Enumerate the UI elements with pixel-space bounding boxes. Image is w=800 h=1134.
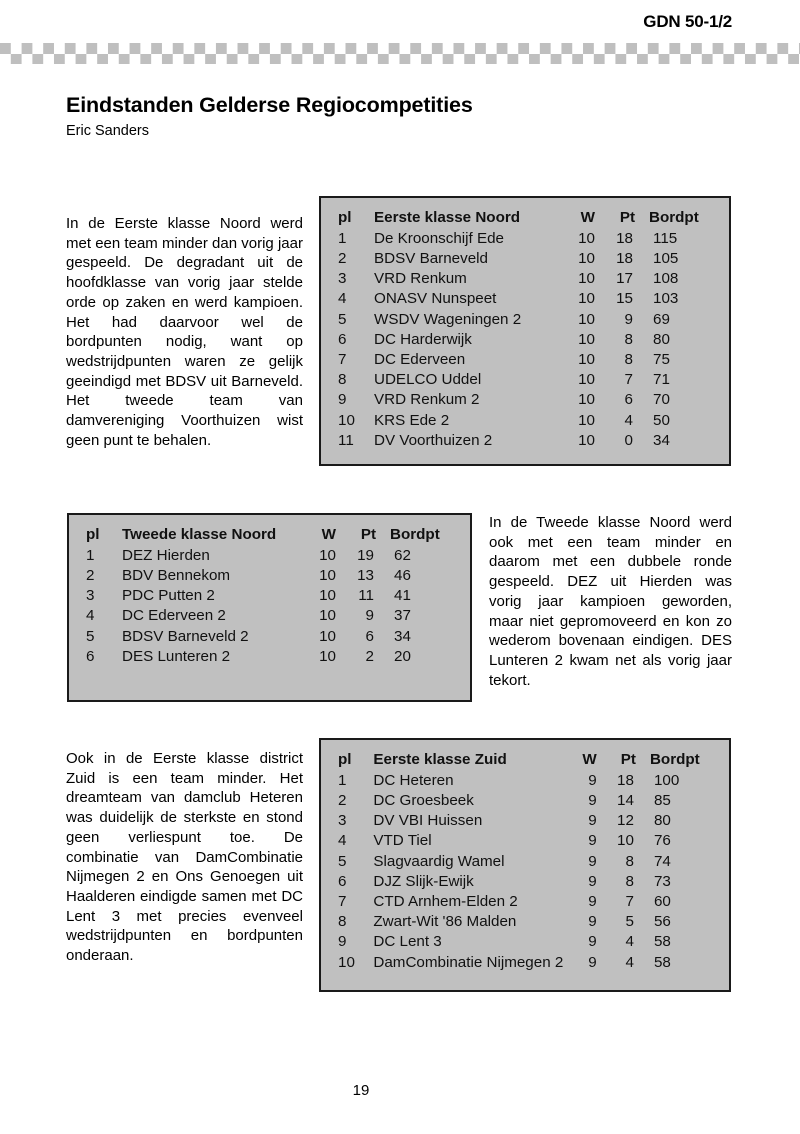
- table-row: [69, 546, 470, 566]
- cell-team: DC Ederveen: [374, 350, 466, 368]
- cell-bordpt: 70: [653, 391, 670, 409]
- table-row: [321, 370, 729, 390]
- cell-bordpt: 103: [653, 290, 679, 308]
- cell-bordpt: 60: [653, 892, 671, 910]
- table-row: [321, 431, 729, 451]
- cell-bordpt: 71: [653, 371, 670, 389]
- cell-bordpt: 115: [653, 229, 678, 247]
- cell-pl: 5: [86, 627, 95, 645]
- cell-w: 10: [578, 350, 595, 368]
- column-header-bordpt: Bordpt: [390, 526, 440, 543]
- table-row: [69, 647, 470, 667]
- cell-pl: 5: [338, 852, 347, 870]
- cell-team: DV Voorthuizen 2: [374, 431, 493, 449]
- cell-w: 10: [319, 566, 336, 584]
- standings-table-tweede-klasse-noord: [67, 513, 472, 702]
- cell-team: BDSV Barneveld 2: [122, 627, 249, 645]
- cell-w: 10: [319, 607, 336, 625]
- cell-w: 9: [588, 832, 597, 850]
- cell-w: 9: [588, 791, 597, 809]
- cell-pl: 4: [338, 290, 347, 308]
- table-row: [321, 872, 729, 892]
- cell-w: 10: [319, 627, 336, 645]
- cell-bordpt: 85: [653, 791, 671, 809]
- table-row: [69, 606, 470, 626]
- cell-w: 10: [578, 229, 595, 247]
- table-body: [321, 229, 729, 451]
- checkered-divider: [0, 43, 800, 64]
- page-number: 19: [352, 1082, 370, 1099]
- cell-w: 10: [578, 391, 595, 409]
- table-row: [321, 912, 729, 932]
- table-row: [321, 289, 729, 309]
- cell-pl: 10: [338, 411, 355, 429]
- cell-pl: 11: [338, 431, 354, 449]
- cell-pt: 18: [616, 249, 633, 267]
- cell-bordpt: 34: [653, 431, 670, 449]
- table-header-row: [69, 525, 470, 546]
- cell-pl: 8: [338, 371, 347, 389]
- cell-pt: 11: [358, 587, 374, 605]
- cell-team: DC Ederveen 2: [122, 607, 226, 625]
- table-row: [321, 831, 729, 851]
- cell-w: 10: [319, 546, 336, 564]
- cell-bordpt: 108: [653, 270, 679, 288]
- standings-table: [69, 525, 470, 667]
- standings-table: [321, 208, 729, 451]
- cell-team: VTD Tiel: [373, 832, 432, 850]
- cell-pl: 9: [338, 933, 347, 951]
- cell-team: De Kroonschijf Ede: [374, 229, 505, 247]
- cell-w: 10: [578, 330, 595, 348]
- table-row: [321, 791, 729, 811]
- cell-pl: 7: [338, 892, 347, 910]
- column-header-w: W: [582, 751, 597, 768]
- cell-pl: 5: [338, 310, 347, 328]
- cell-team: KRS Ede 2: [374, 411, 450, 429]
- cell-pl: 1: [338, 229, 347, 247]
- cell-w: 10: [578, 270, 595, 288]
- cell-team: ONASV Nunspeet: [374, 290, 497, 308]
- cell-w: 9: [588, 933, 597, 951]
- cell-pl: 10: [338, 953, 355, 971]
- cell-bordpt: 20: [394, 647, 411, 665]
- cell-pt: 10: [617, 832, 634, 850]
- cell-bordpt: 62: [394, 546, 411, 564]
- column-header-pt: Pt: [619, 209, 635, 226]
- issue-label: GDN 50-1/2: [643, 12, 732, 31]
- table-body: [321, 771, 729, 973]
- cell-w: 9: [588, 892, 597, 910]
- cell-pl: 6: [86, 647, 95, 665]
- cell-pl: 3: [338, 270, 347, 288]
- cell-pt: 12: [617, 812, 634, 830]
- cell-team: Slagvaardig Wamel: [373, 852, 505, 870]
- column-header-team: Eerste klasse Zuid: [373, 751, 507, 768]
- table-row: [321, 350, 729, 370]
- cell-bordpt: 41: [394, 587, 411, 605]
- cell-pl: 1: [338, 771, 347, 789]
- cell-bordpt: 73: [653, 872, 671, 890]
- cell-pl: 4: [338, 832, 347, 850]
- cell-w: 10: [578, 431, 595, 449]
- cell-pl: 9: [338, 391, 347, 409]
- column-header-pl: pl: [338, 751, 352, 768]
- cell-bordpt: 74: [653, 852, 671, 870]
- cell-team: BDV Bennekom: [122, 566, 231, 584]
- cell-pt: 4: [625, 933, 634, 951]
- column-header-pl: pl: [86, 526, 100, 543]
- cell-bordpt: 69: [653, 310, 670, 328]
- table-row: [321, 249, 729, 269]
- standings-table-eerste-klasse-zuid: [319, 738, 731, 992]
- cell-pt: 8: [625, 852, 634, 870]
- table-row: [321, 310, 729, 330]
- cell-pl: 8: [338, 913, 347, 931]
- table-row: [321, 953, 729, 973]
- cell-team: DC Groesbeek: [373, 791, 474, 809]
- cell-bordpt: 105: [653, 249, 679, 267]
- cell-pl: 3: [86, 587, 95, 605]
- paragraph-eerste-klasse-noord: In de Eerste klasse Noord werd met een team minder dan vorig jaar gespeeld. De degradant uit de hoofdklasse van vorig jaar stelde orde op zaken en werd kampioen. Het had daarvoor wel de bordpunten nodig, want op wedstrijdpunten waren ze gelijk geeindigd met BDSV uit Barneveld. Het tweede team van damvereniging Voorthuizen wist geen punt te behalen.: [66, 215, 303, 449]
- cell-pt: 8: [624, 350, 633, 368]
- cell-team: VRD Renkum: [374, 270, 467, 288]
- cell-bordpt: 46: [394, 566, 411, 584]
- page-header: [0, 0, 800, 66]
- cell-bordpt: 58: [653, 953, 671, 971]
- paragraph-tweede-klasse-noord: In de Tweede klasse Noord werd ook met een team minder en daarom met een dubbele ronde gespeeld. DEZ uit Hierden was vorig jaar kampioen geworden, maar niet gepromoveerd en kon zo wederom bovenaan eindigen. DES Lunteren 2 kwam net als vorig jaar tekort.: [489, 514, 732, 689]
- cell-pl: 2: [338, 249, 347, 267]
- table-row: [321, 932, 729, 952]
- cell-pt: 2: [365, 647, 374, 665]
- table-row: [321, 229, 729, 249]
- cell-bordpt: 76: [653, 832, 671, 850]
- cell-pt: 8: [624, 330, 633, 348]
- cell-team: DC Harderwijk: [374, 330, 472, 348]
- cell-team: DEZ Hierden: [122, 546, 210, 564]
- table-body: [69, 546, 470, 667]
- cell-w: 10: [578, 310, 595, 328]
- cell-pt: 18: [616, 229, 633, 247]
- cell-pl: 2: [86, 566, 95, 584]
- cell-pl: 4: [86, 607, 95, 625]
- column-header-pl: pl: [338, 209, 352, 226]
- cell-w: 10: [578, 371, 595, 389]
- cell-w: 9: [588, 852, 597, 870]
- cell-pt: 8: [625, 872, 634, 890]
- table-row: [69, 586, 470, 606]
- cell-pt: 6: [624, 391, 633, 409]
- cell-pl: 1: [86, 546, 95, 564]
- page-title: Eindstanden Gelderse Regiocompetities: [66, 93, 473, 117]
- cell-team: DV VBI Huissen: [373, 812, 483, 830]
- table-row: [69, 627, 470, 647]
- cell-pt: 9: [624, 310, 633, 328]
- cell-team: VRD Renkum 2: [374, 391, 480, 409]
- cell-team: Zwart-Wit '86 Malden: [373, 913, 517, 931]
- cell-pt: 19: [357, 546, 374, 564]
- cell-team: DamCombinatie Nijmegen 2: [373, 953, 564, 971]
- cell-team: BDSV Barneveld: [374, 249, 488, 267]
- column-header-bordpt: Bordpt: [649, 751, 700, 768]
- paragraph-eerste-klasse-zuid: Ook in de Eerste klasse district Zuid is een team minder. Het dreamteam van damclub Heteren was duidelijk de sterkste en stond geen verliespunt toe. De combinatie van DamCombinatie Nijmegen 2 en Ons Genoegen uit Haalderen eindigde samen met DC Lent 3 met precies evenveel wedstrijdpunten en bordpunten onderaan.: [66, 750, 303, 965]
- table-row: [321, 390, 729, 410]
- table-row: [321, 771, 729, 791]
- cell-w: 10: [319, 587, 336, 605]
- table-header-row: [321, 750, 729, 771]
- cell-bordpt: 37: [394, 607, 411, 625]
- cell-pt: 15: [616, 290, 633, 308]
- cell-w: 10: [319, 647, 336, 665]
- cell-bordpt: 58: [653, 933, 671, 951]
- cell-w: 10: [578, 411, 595, 429]
- standings-table-eerste-klasse-noord: [319, 196, 731, 466]
- cell-pl: 2: [338, 791, 347, 809]
- cell-pl: 3: [338, 812, 347, 830]
- cell-team: DJZ Slijk-Ewijk: [373, 872, 474, 890]
- cell-w: 9: [588, 872, 597, 890]
- cell-pl: 6: [338, 872, 347, 890]
- cell-bordpt: 80: [653, 812, 671, 830]
- cell-pt: 6: [365, 627, 374, 645]
- cell-team: UDELCO Uddel: [374, 371, 482, 389]
- cell-team: DC Heteren: [373, 771, 454, 789]
- table-row: [321, 852, 729, 872]
- column-header-team: Tweede klasse Noord: [122, 526, 277, 543]
- cell-w: 10: [578, 249, 595, 267]
- standings-table: [321, 750, 729, 973]
- cell-w: 9: [588, 812, 597, 830]
- cell-bordpt: 75: [653, 350, 670, 368]
- cell-pt: 5: [625, 913, 634, 931]
- cell-pt: 18: [617, 771, 634, 789]
- column-header-pt: Pt: [620, 751, 636, 768]
- table-row: [321, 811, 729, 831]
- table-row: [321, 892, 729, 912]
- cell-pl: 7: [338, 350, 347, 368]
- cell-bordpt: 56: [653, 913, 671, 931]
- article-author: Eric Sanders: [66, 123, 150, 139]
- column-header-w: W: [580, 209, 595, 226]
- table-row: [69, 566, 470, 586]
- cell-bordpt: 50: [653, 411, 670, 429]
- cell-bordpt: 80: [653, 330, 670, 348]
- cell-team: CTD Arnhem-Elden 2: [373, 892, 518, 910]
- cell-w: 10: [578, 290, 595, 308]
- cell-pt: 7: [624, 371, 633, 389]
- cell-pt: 17: [616, 270, 633, 288]
- cell-pt: 4: [624, 411, 633, 429]
- cell-pt: 13: [357, 566, 374, 584]
- table-row: [321, 269, 729, 289]
- cell-pt: 0: [624, 431, 633, 449]
- cell-pl: 6: [338, 330, 347, 348]
- cell-pt: 9: [365, 607, 374, 625]
- cell-pt: 14: [617, 791, 634, 809]
- cell-pt: 7: [625, 892, 634, 910]
- column-header-w: W: [321, 526, 336, 543]
- cell-pt: 4: [625, 953, 634, 971]
- column-header-pt: Pt: [360, 526, 376, 543]
- cell-team: PDC Putten 2: [122, 587, 215, 605]
- table-header-row: [321, 208, 729, 229]
- cell-team: DC Lent 3: [373, 933, 442, 951]
- column-header-bordpt: Bordpt: [649, 209, 699, 226]
- table-row: [321, 411, 729, 431]
- table-row: [321, 330, 729, 350]
- cell-team: WSDV Wageningen 2: [374, 310, 522, 328]
- cell-team: DES Lunteren 2: [122, 647, 231, 665]
- cell-bordpt: 100: [653, 771, 680, 789]
- cell-bordpt: 34: [394, 627, 411, 645]
- cell-w: 9: [588, 953, 597, 971]
- cell-w: 9: [588, 771, 597, 789]
- cell-w: 9: [588, 913, 597, 931]
- column-header-team: Eerste klasse Noord: [374, 209, 521, 226]
